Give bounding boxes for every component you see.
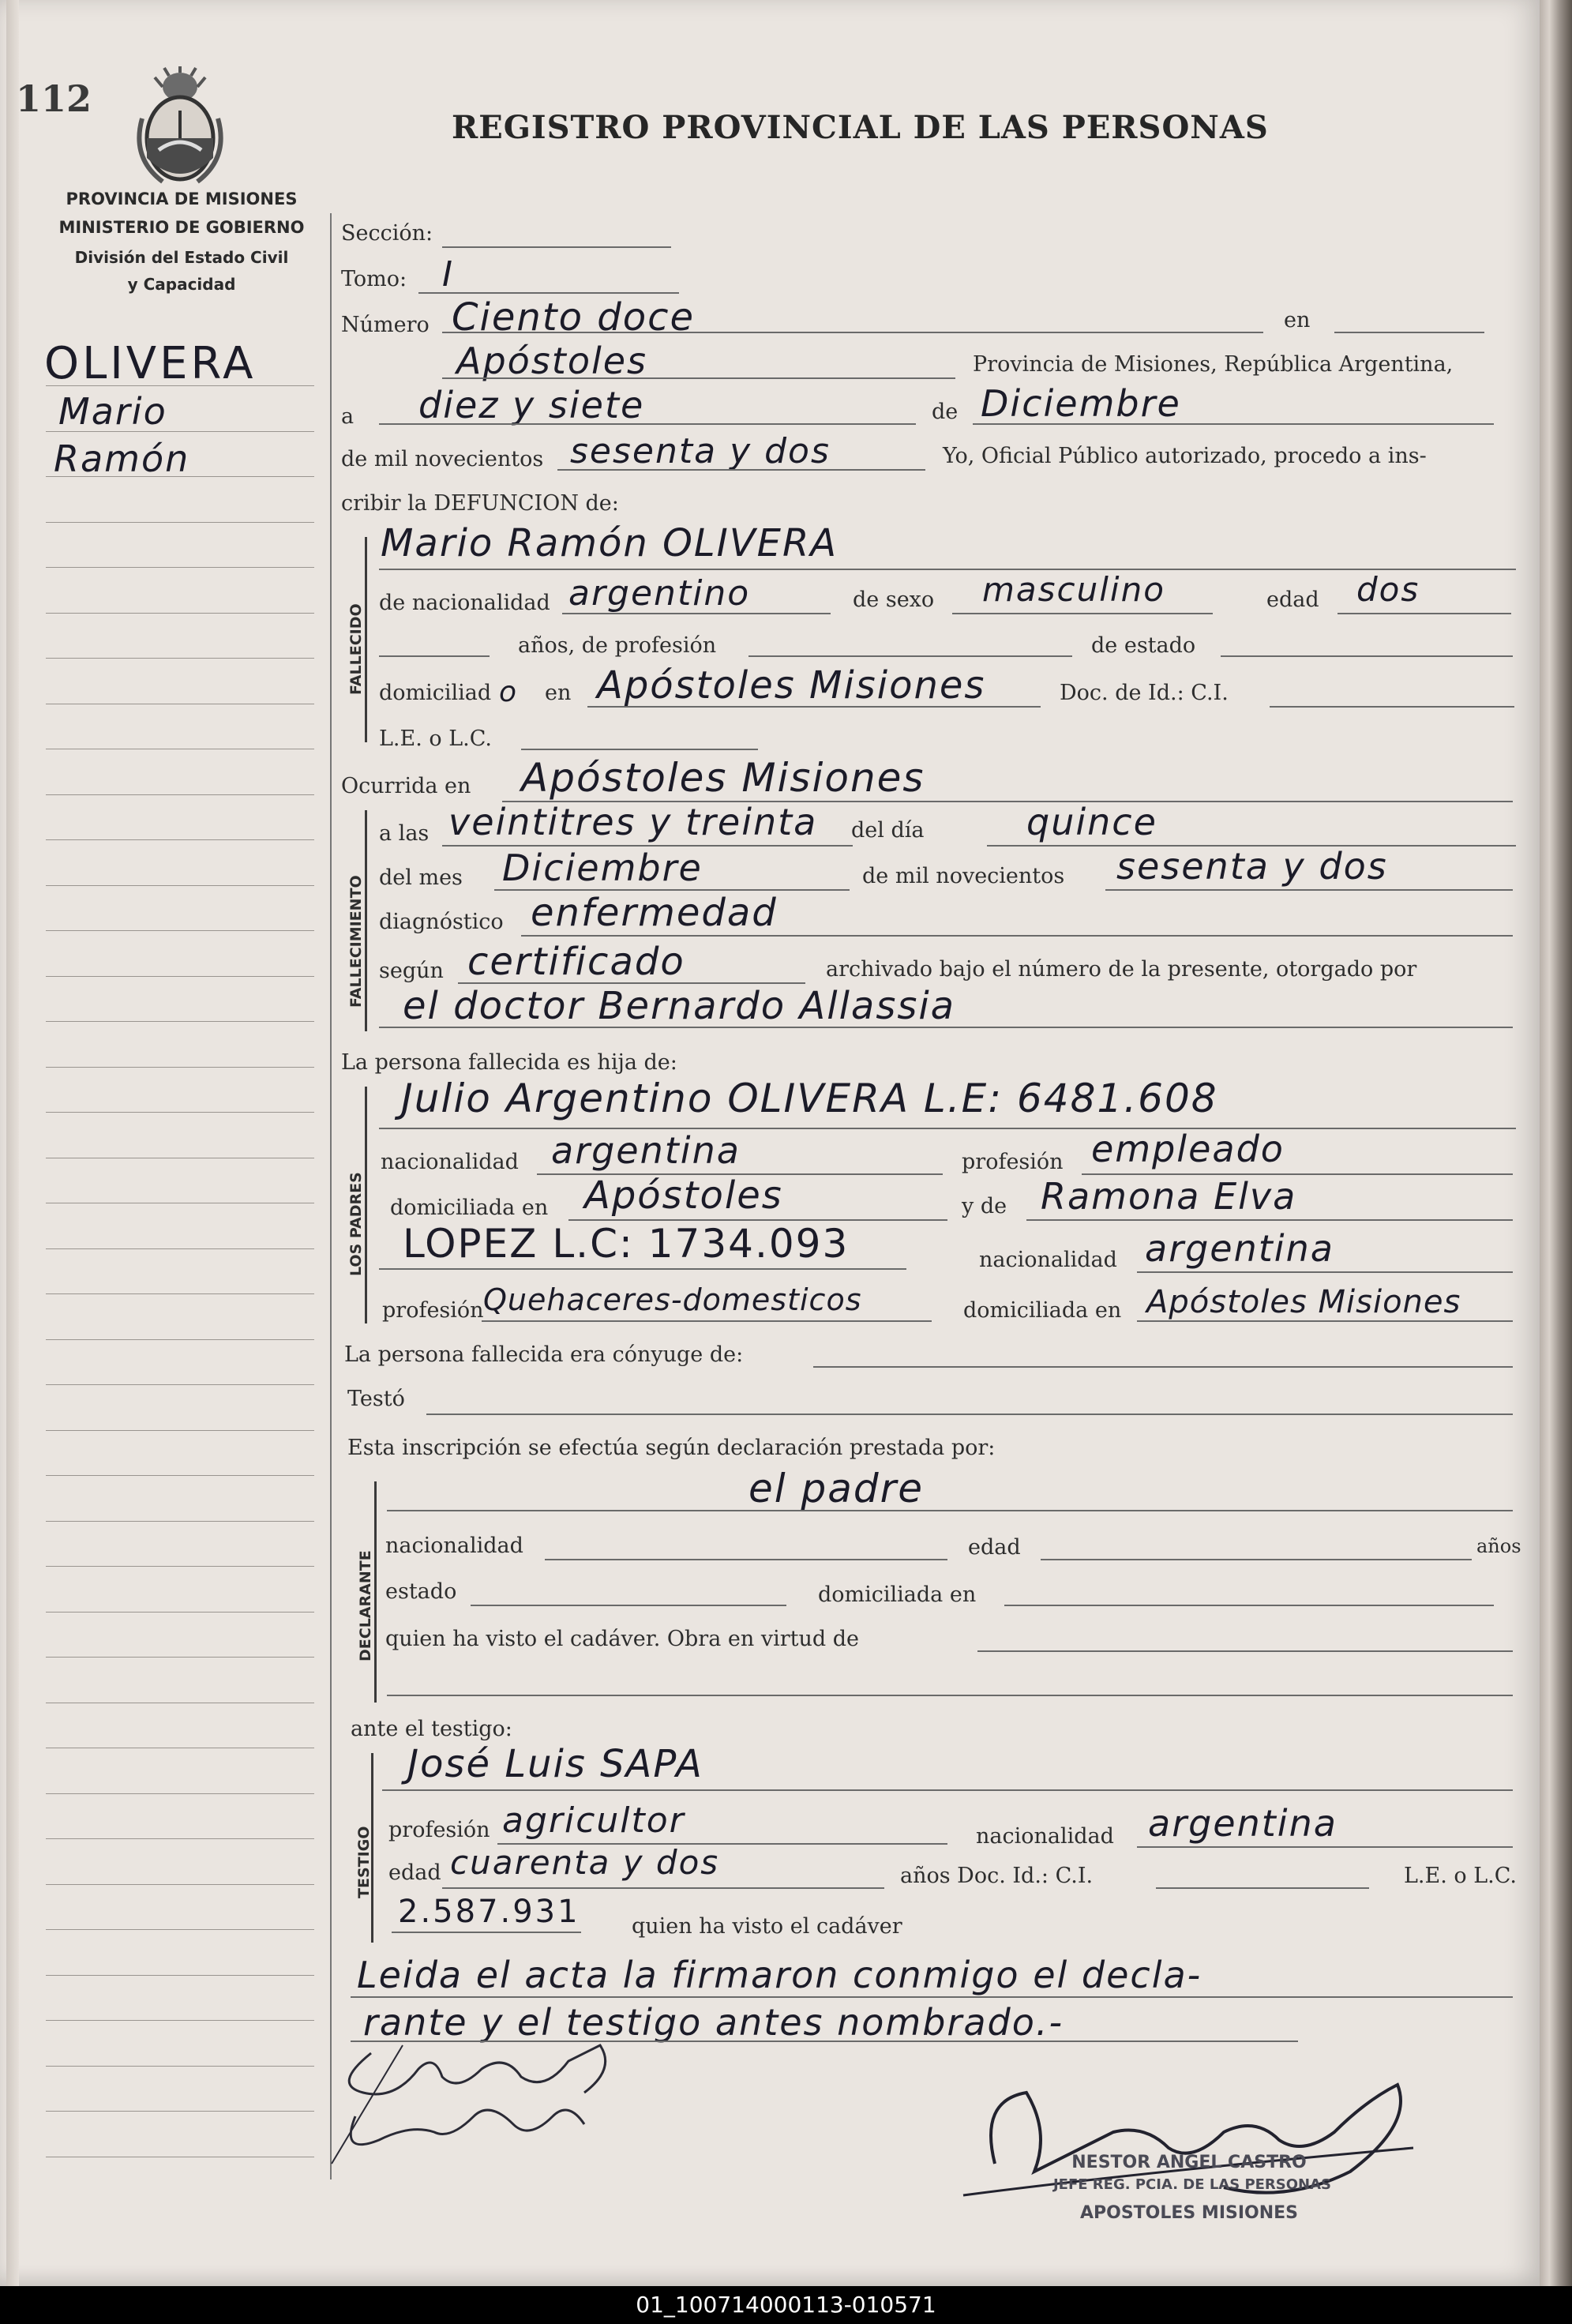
section-testigo: TESTIGO [355,1826,373,1898]
label-numero: Número [341,313,430,337]
margin-rule-line [46,1612,314,1613]
margin-second-name: Ramón [54,437,190,480]
declarante-nac-line [545,1559,947,1560]
sexo-line [952,613,1213,614]
stamp-title: JEFE REG. PCIA. DE LAS PERSONAS [1052,2176,1332,2193]
declarante-line [387,1510,1513,1511]
label-padre-nacionalidad: nacionalidad [381,1150,519,1174]
label-declarante-edad: edad [968,1535,1021,1560]
label-declarante-anos: años [1476,1535,1521,1557]
label-quien-cadaver: quien ha visto el cadáver [632,1914,902,1939]
label-padre-profesion: profesión [962,1150,1064,1174]
margin-rule-line [46,839,314,840]
value-madre: Ramona Elva [1041,1175,1297,1218]
declarante-edad-line [1041,1559,1472,1560]
margin-surname: OLIVERA [44,338,257,389]
estado-line [1221,655,1513,657]
diagnostico-line [521,935,1513,937]
value-ocurrida: Apóstoles Misiones [521,755,925,801]
margin-rule-line [46,385,314,386]
fallecido-bracket [365,537,367,742]
label-madre-profesion: profesión [382,1298,484,1323]
label-a: a [341,404,355,429]
margin-rule-line [46,2111,314,2112]
anio-fallec-line [1105,889,1513,891]
label-de-nacionalidad: de nacionalidad [379,591,550,615]
declarant-signature-icon [284,2022,758,2179]
label-anos-profesion: años, de profesión [518,633,717,658]
margin-rule-line [46,1021,314,1022]
value-mes-fallec: Diciembre [502,847,703,889]
section-padres: LOS PADRES [347,1172,365,1276]
value-hora: veintitres y treinta [448,801,818,843]
label-testigo-nacionalidad: nacionalidad [976,1824,1114,1849]
label-ocurrida: Ocurrida en [341,774,471,798]
tomo-line [418,292,679,294]
testo-line [426,1414,1513,1415]
label-seccion: Sección: [341,221,433,246]
label-dom-en: en [545,681,572,705]
section-declarante: DECLARANTE [357,1550,374,1661]
doc-id-line [1270,706,1514,708]
madre-dom-line [1137,1320,1513,1322]
madre-doc-line [379,1268,906,1270]
margin-rule-line [46,1112,314,1113]
margin-rule-line [46,1566,314,1567]
margin-rule-line [46,1929,314,1930]
label-de-mes: de [932,400,959,424]
value-lugar: Apóstoles [456,340,648,382]
value-testigo-doc: 2.587.931 [398,1894,580,1930]
margin-rule-line [46,1384,314,1385]
book-binding [1540,0,1572,2286]
margin-rule-line [46,1475,314,1476]
margin-rule-line [46,522,314,523]
page-title: REGISTRO PROVINCIAL DE LAS PERSONAS [452,109,1269,146]
seccion-line [442,246,671,248]
value-madre-doc: LOPEZ L.C: 1734.093 [403,1221,850,1267]
value-testigo-profesion: agricultor [502,1800,685,1841]
value-fallecido-nacionalidad: argentino [568,573,751,614]
value-testigo-nacionalidad: argentina [1148,1802,1338,1845]
margin-rule-line [46,1430,314,1431]
edad-line [1338,613,1511,614]
value-dia-fallec: quince [1026,801,1157,843]
madre-prof-line [482,1320,932,1322]
testigo-nombre-line [382,1789,1513,1791]
padres-bracket [365,1087,367,1323]
margin-rule-line [46,476,314,477]
value-declarante: el padre [748,1466,924,1511]
label-doc-id: Doc. de Id.: C.I. [1060,681,1229,705]
image-identifier: 01_100714000113-010571 [0,2286,1572,2324]
label-testigo-edad: edad [388,1860,441,1885]
testigo-nac-line [1137,1846,1513,1848]
margin-rule-line [46,1657,314,1658]
closing-note-line2: rante y el testigo antes nombrado.- [363,2001,1064,2044]
label-del-dia: del día [851,818,925,843]
margin-rule-line [46,1248,314,1249]
label-edad: edad [1266,588,1319,612]
label-de-sexo: de sexo [853,588,935,612]
lugar-line [442,377,955,379]
label-madre-nacionalidad: nacionalidad [979,1248,1117,1272]
value-otorgado-por: el doctor Bernardo Allassia [403,984,956,1028]
closing-line1 [351,1996,1513,1998]
margin-rule-line [46,1293,314,1294]
value-padre-profesion: empleado [1091,1128,1285,1170]
value-madre-nacionalidad: argentina [1145,1227,1334,1270]
padre-line [379,1128,1516,1129]
label-declarante-domiciliada: domiciliada en [818,1582,977,1607]
declarante-bracket [374,1481,377,1703]
margin-rule-line [46,1975,314,1976]
official-signature-icon [908,2053,1461,2227]
value-mes: Diciembre [981,382,1181,425]
label-tomo: Tomo: [341,267,407,291]
label-del-mes: del mes [379,865,463,890]
org-ministry: MINISTERIO DE GOBIERNO [58,218,305,237]
margin-rule-line [46,431,314,432]
label-quien-visto: quien ha visto el cadáver. Obra en virtud de [385,1627,860,1651]
testigo-edad-line [442,1887,884,1889]
margin-rule-line [46,1838,314,1839]
numero-line [442,332,1263,333]
profesion-line [748,655,1072,657]
closing-note-line1: Leida el acta la firmaron conmigo el decla- [357,1954,1202,1996]
label-madre-domicilio: domiciliada en [963,1298,1122,1323]
org-division: División del Estado Civil [74,248,289,267]
label-conyuge: La persona fallecida era cónyuge de: [344,1342,744,1367]
stamp-name: NESTOR ANGEL CASTRO [1071,2153,1307,2172]
label-cribir: cribir la DEFUNCION de: [341,491,619,516]
label-testigo-le-lc: L.E. o L.C. [1404,1864,1518,1888]
label-de-mil: de mil novecientos [341,447,544,471]
margin-rule-line [46,976,314,977]
margin-rule-line [46,2066,314,2067]
margin-rule-line [46,567,314,568]
declarante-dom-line [1004,1605,1494,1606]
value-anio-fallec: sesenta y dos [1116,845,1388,888]
margin-rule-line [46,1521,314,1522]
label-inscripcion: Esta inscripción se efectúa según declaración prestada por: [347,1436,996,1460]
coat-of-arms-icon [131,63,229,190]
form-left-rule [330,213,332,2179]
margin-rule-line [46,885,314,886]
value-numero: Ciento doce [452,295,696,340]
value-padre-nacionalidad: argentina [551,1129,741,1172]
testigo-ci-line [1156,1887,1369,1889]
fallecido-nombre-line [379,569,1516,570]
org-province: PROVINCIA DE MISIONES [66,190,298,208]
margin-first-name: Mario [58,390,167,433]
fallecimiento-bracket [365,810,367,1031]
otorgado-line [379,1027,1513,1028]
declarante-estado-line [471,1605,786,1606]
margin-rule-line [46,1339,314,1340]
value-madre-profesion: Quehaceres-domesticos [483,1282,862,1317]
margin-rule-line [46,794,314,795]
value-diagnostico: enfermedad [531,891,778,935]
margin-rule-line [46,1067,314,1068]
value-domiciliado-suffix: o [499,676,519,708]
dia-line [379,423,916,425]
value-madre-domicilio: Apóstoles Misiones [1146,1284,1461,1320]
value-dia: diez y siete [418,384,645,426]
value-padre-domicilio: Apóstoles [584,1173,783,1218]
page-edge [6,0,19,2286]
label-declarante-nacionalidad: nacionalidad [385,1534,523,1558]
stamp-place: APOSTOLES MISIONES [1079,2203,1299,2223]
value-testigo-nombre: José Luis SAPA [407,1742,703,1786]
value-anio: sesenta y dos [570,431,831,471]
label-declarante-estado: estado [385,1579,457,1604]
margin-rule-line [46,930,314,931]
label-testigo-anos-doc: años Doc. Id.: C.I. [900,1864,1094,1888]
margin-rule-line [46,658,314,659]
value-fallecido-edad: dos [1356,570,1420,609]
value-testigo-edad: cuarenta y dos [450,1843,720,1882]
label-padre-domicilio: domiciliada en [390,1196,549,1220]
label-ante-testigo: ante el testigo: [351,1717,512,1741]
testigo-doc-line [392,1932,581,1933]
label-yo: Yo, Oficial Público autorizado, procedo a ins- [943,444,1427,468]
label-a-las: a las [379,821,430,846]
margin-rule-line [46,1884,314,1885]
section-fallecido: FALLECIDO [347,603,365,695]
label-de-mil-nov: de mil novecientos [862,864,1065,888]
obra-line [977,1650,1513,1652]
margin-rule-line [46,1793,314,1794]
label-provincia: Provincia de Misiones, República Argentina, [973,352,1454,377]
mes-line [973,423,1494,425]
nacionalidad-line [562,613,831,614]
label-diagnostico: diagnóstico [379,910,504,934]
value-fallecido-sexo: masculino [982,570,1165,609]
label-de-estado: de estado [1091,633,1196,658]
anio-line [557,469,925,471]
label-hija-de: La persona fallecida es hija de: [341,1050,677,1075]
value-fallecido-domicilio: Apóstoles Misiones [597,663,986,708]
madre-line [1026,1219,1513,1221]
value-fallecido-nombre: Mario Ramón OLIVERA [381,521,839,565]
en-line [1334,332,1484,333]
org-division-2: y Capacidad [127,275,236,294]
label-segun: según [379,959,444,983]
value-segun: certificado [467,940,685,984]
edad-cont-line [379,655,490,657]
madre-nac-line [1137,1271,1513,1273]
label-testigo-profesion: profesión [388,1818,490,1842]
label-domiciliado: domiciliad [379,681,492,705]
label-le-lc: L.E. o L.C. [379,726,493,751]
domicilio-line [587,706,1041,708]
le-lc-line [521,749,758,750]
conyuge-line [813,1366,1513,1368]
value-tomo: I [442,254,454,295]
obra-line-2 [387,1695,1513,1696]
folio-number: 112 [16,77,92,120]
value-padre: Julio Argentino OLIVERA L.E: 6481.608 [401,1076,1218,1121]
margin-rule-line [46,613,314,614]
label-testo: Testó [347,1387,405,1411]
label-archivado: archivado bajo el número de la presente, otorgado por [826,957,1417,982]
label-en: en [1284,308,1311,332]
section-fallecimiento: FALLECIMIENTO [347,875,365,1008]
label-y-de: y de [962,1194,1007,1218]
margin-rule-line [46,2020,314,2021]
